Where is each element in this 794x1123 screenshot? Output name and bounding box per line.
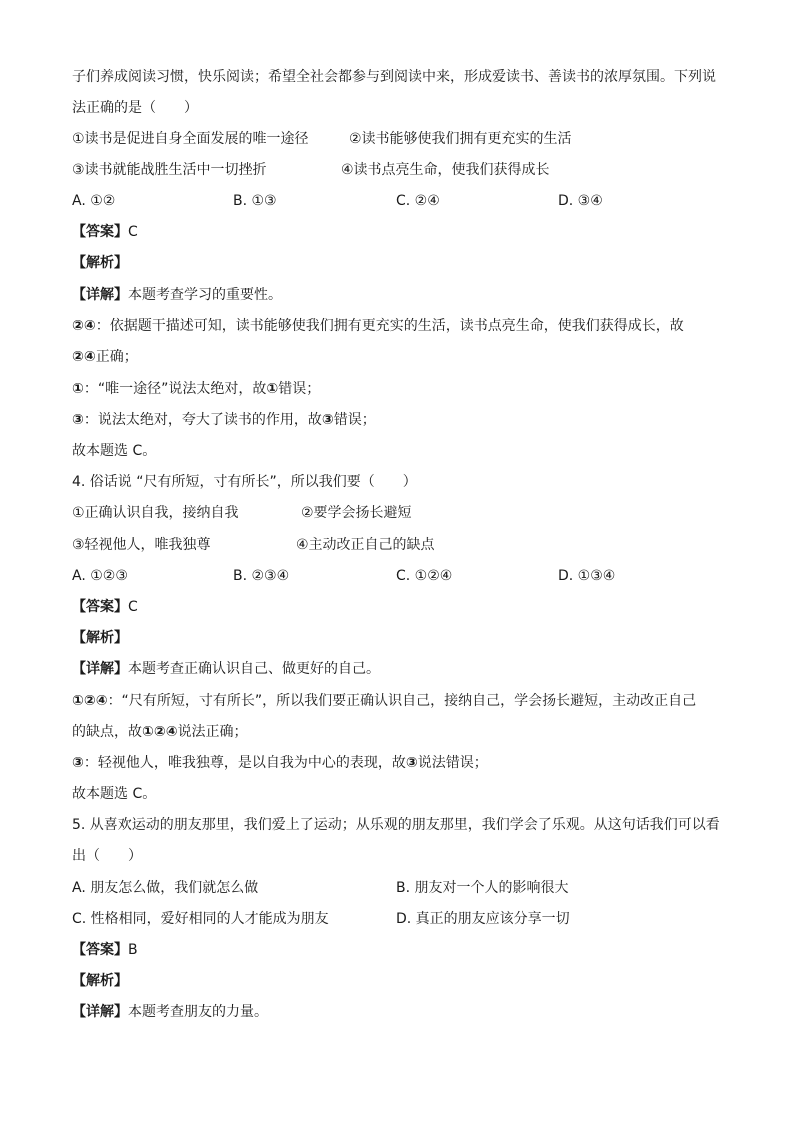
q5-analysis-label: 【解析】 [72,973,128,989]
q3-explanation-1 [72,315,684,337]
q4-statement-1: ①正确认识自我，接纳自我 [72,505,239,521]
q3-exp1-prefix: ②④ [72,318,96,334]
q3-exp2-mid: ① [266,381,279,397]
q5-answer-value: B [128,942,138,958]
q4-answer-value: C [128,599,138,615]
q5-option-c: C. 性格相同，爱好相同的人才能成为朋友 [72,911,329,927]
q5-stem-line2: 出（ ） [72,848,142,864]
q4-exp1-text2-b: 说法正确； [177,724,248,740]
q4-detail-tag: 【详解】 [72,661,128,677]
q3-detail-text: 本题考查学习的重要性。 [128,287,282,303]
q3-stem-line2: 法正确的是（ ） [72,100,198,116]
q3-exp3-text-a: ：说法太绝对，夸大了读书的作用，故 [83,412,322,428]
q3-statement-3: ③读书就能战胜生活中一切挫折 [72,162,267,178]
q4-exp2-prefix: ③ [72,755,84,771]
q4-conclusion: 故本题选 C。 [72,786,157,802]
q4-statement-2: ②要学会扬长避短 [301,505,412,521]
q4-exp2-mid: ③ [405,755,418,771]
q4-explanation-1 [72,690,696,712]
q3-answer-tag: 【答案】 [72,224,128,240]
q5-option-b: B. 朋友对一个人的影响很大 [396,880,569,896]
q4-exp1-text2-a: 的缺点，故 [72,724,142,740]
q3-exp1-prefix2: ②④ [72,349,96,365]
q5-analysis-tag [72,970,128,992]
q5-option-a: A. 朋友怎么做，我们就怎么做 [72,880,259,896]
q5-detail-row [72,1001,268,1023]
q4-explanation-2 [72,752,488,774]
q5-stem-line1: 5. 从喜欢运动的朋友那里，我们爱上了运动；从乐观的朋友那里，我们学会了乐观。从这句话我们可以看 [72,817,720,833]
q4-exp2-text-b: 说法错误； [417,755,488,771]
q3-stem-line1: 子们养成阅读习惯，快乐阅读；希望全社会都参与到阅读中来，形成爱读书、善读书的浓厚氛围。下列说 [72,69,716,85]
q4-exp1-mid: ①②④ [142,724,178,740]
q3-exp2-text-a: ：“唯一途径”说法太绝对，故 [83,381,267,397]
q3-option-a: A. ①② [72,193,116,209]
q3-option-c: C. ②④ [396,193,440,209]
q4-stem: 4. 俗话说 “尺有所短，寸有所长”，所以我们要（ ） [72,474,417,490]
q3-statement-2: ②读书能够使我们拥有更充实的生活 [349,131,572,147]
q4-analysis-label: 【解析】 [72,630,128,646]
q3-exp2-text-b: 错误； [278,381,321,397]
q3-explanation-2 [72,378,320,400]
q4-option-c: C. ①②④ [396,568,453,584]
q3-explanation-3 [72,409,376,431]
q3-exp2-prefix: ① [72,381,84,397]
q3-answer-row [72,221,138,243]
q4-statement-4: ④主动改正自己的缺点 [296,537,435,553]
q3-explanation-1-cont [72,346,138,368]
q4-analysis-tag [72,627,128,649]
q3-option-b: B. ①③ [233,193,277,209]
q3-answer-value: C [128,224,138,240]
q4-exp1-prefix: ①②④ [72,693,108,709]
q4-answer-tag: 【答案】 [72,599,128,615]
q3-detail-tag: 【详解】 [72,287,128,303]
q5-option-d: D. 真正的朋友应该分享一切 [396,911,570,927]
q3-detail-row [72,284,282,306]
q3-option-d: D. ③④ [558,193,603,209]
q3-exp1-text2: 正确； [95,349,138,365]
q3-conclusion: 故本题选 C。 [72,443,157,459]
q3-analysis-tag [72,252,128,274]
q3-exp3-text-b: 错误； [333,412,376,428]
q3-analysis-label: 【解析】 [72,255,128,271]
q3-statement-1: ①读书是促进自身全面发展的唯一途径 [72,131,309,147]
q3-exp1-text: ：依据题干描述可知，读书能够使我们拥有更充实的生活，读书点亮生命，使我们获得成长，故 [95,318,684,334]
q4-explanation-1-cont [72,721,248,743]
q4-detail-row [72,658,380,680]
q5-answer-tag: 【答案】 [72,942,128,958]
q3-exp3-mid: ③ [321,412,334,428]
q3-statement-4: ④读书点亮生命，使我们获得成长 [341,162,550,178]
q4-exp2-text-a: ：轻视他人，唯我独尊，是以自我为中心的表现，故 [83,755,406,771]
q3-exp3-prefix: ③ [72,412,84,428]
q5-detail-text: 本题考查朋友的力量。 [128,1004,268,1020]
q4-option-a: A. ①②③ [72,568,128,584]
q4-answer-row [72,596,138,618]
q5-detail-tag: 【详解】 [72,1004,128,1020]
q4-detail-text: 本题考查正确认识自己、做更好的自己。 [128,661,380,677]
q5-answer-row [72,939,138,961]
q4-option-d: D. ①③④ [558,568,616,584]
q4-statement-3: ③轻视他人，唯我独尊 [72,537,211,553]
q4-exp1-text: ：“尺有所短，寸有所长”，所以我们要正确认识自己，接纳自己，学会扬长避短，主动改正自己 [107,693,697,709]
q4-option-b: B. ②③④ [233,568,290,584]
